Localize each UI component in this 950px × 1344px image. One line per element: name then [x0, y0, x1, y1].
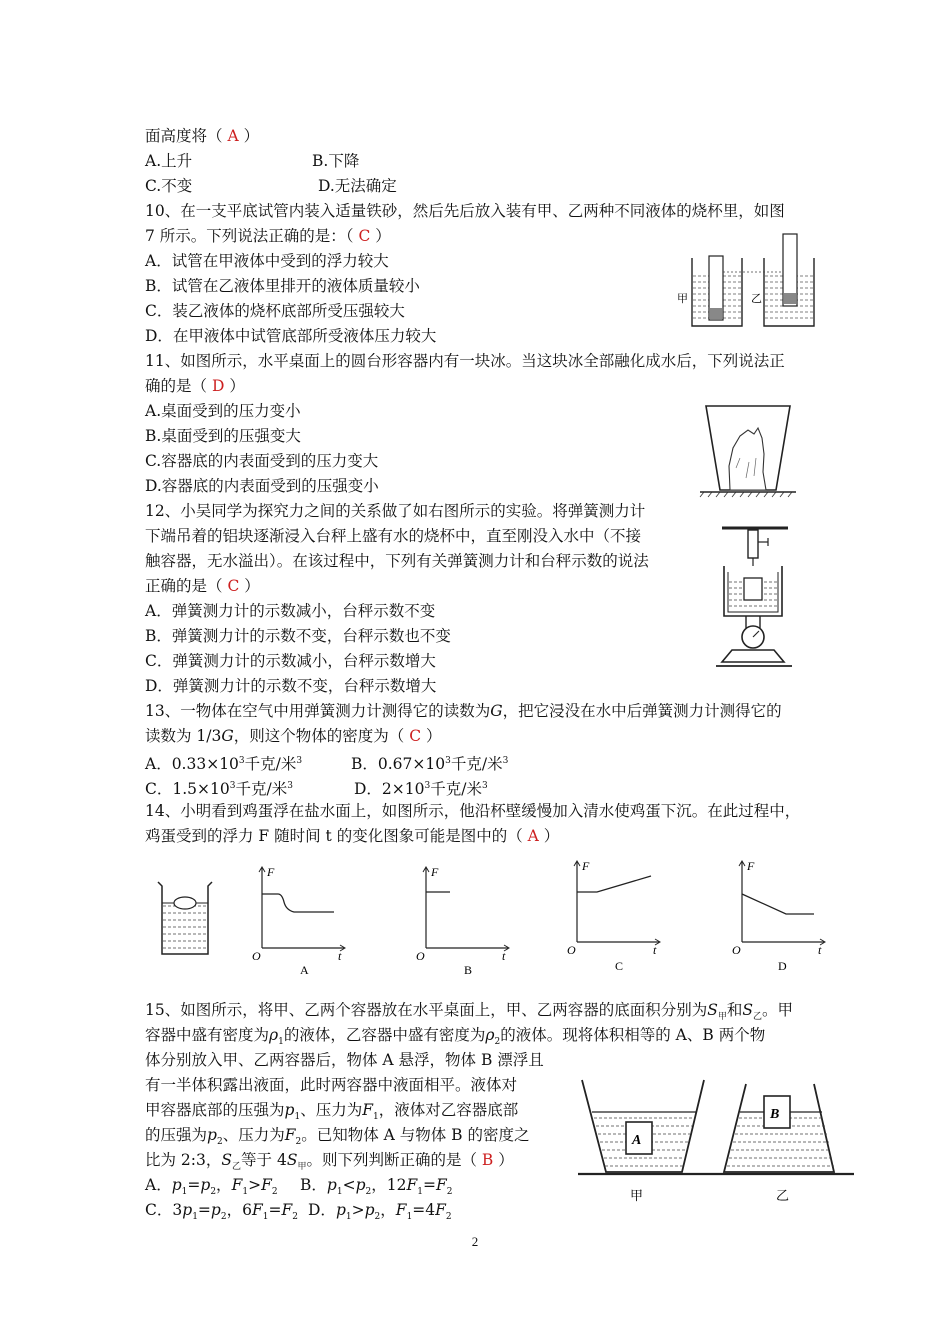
q15-option-d: D．$p_1>p_2$，$F_1=4F_2$ — [308, 1201, 452, 1223]
q14-graph-d-label: D — [778, 959, 787, 973]
q15-option-b: B．$p_1<p_2$，$12F_1=F_2$ — [300, 1176, 453, 1198]
q13-option-b: B．$0.67\times 10^3$千克/米$^3$ — [351, 755, 509, 774]
q14-graph-b-label: B — [464, 963, 473, 977]
q15-stem-line2: 容器中盛有密度为$\rho_1$的液体，乙容器中盛有密度为$\rho_2$的液体。现将体积相等的 A、B 两个物 — [145, 1026, 766, 1048]
q14-graph-a — [248, 862, 348, 980]
q14-stem-line2: 鸡蛋受到的浮力 F 随时间 t 的变化图象可能是图中的（ A ） — [145, 827, 560, 845]
q14-graph-d-x: t — [818, 943, 822, 957]
q15-object-b: B — [770, 1107, 780, 1122]
q14-answer: A — [527, 827, 539, 845]
q9-stem: 面高度将（ A ） — [145, 127, 260, 145]
q12-stem-line2: 下端吊着的铝块逐渐浸入台秤上盛有水的烧杯中，直至刚没入水中（不接 — [145, 527, 642, 545]
q15-stem-line5: 甲容器底部的压强为$p_1$、压力为$F_1$，液体对乙容器底部 — [145, 1101, 519, 1123]
q13-option-d: D．$2\times 10^3$千克/米$^3$ — [354, 780, 488, 799]
q10-stem-line2: 7 所示。下列说法正确的是：（ C ） — [145, 227, 391, 245]
q10-option-d: D．在甲液体中试管底部所受液体压力较大 — [145, 327, 437, 345]
q9-option-c: C.不变 — [145, 177, 193, 195]
q10-option-c: C．装乙液体的烧杯底部所受压强较大 — [145, 302, 405, 320]
q9-answer: A — [227, 127, 239, 145]
q10-option-b: B．试管在乙液体里排开的液体质量较小 — [145, 277, 420, 295]
q14-graph-b-origin: O — [416, 949, 425, 963]
q11-option-c: C.容器底的内表面受到的压力变大 — [145, 452, 379, 470]
q12-spring-scale-figure — [710, 520, 800, 670]
q12-stem-line1: 12、小吴同学为探究力之间的关系做了如右图所示的实验。将弹簧测力计 — [145, 502, 646, 520]
q14-graph-b-x: t — [502, 949, 506, 963]
q14-graph-b-y: F — [431, 865, 439, 879]
q15-containers-figure — [578, 1076, 856, 1206]
q14-graph-c-origin: O — [567, 943, 576, 957]
q15-stem-line1: 15、如图所示，将甲、乙两个容器放在水平桌面上，甲、乙两容器的底面积分别为$S_甲$和$S_乙$。甲 — [145, 1001, 794, 1023]
q12-option-c: C．弹簧测力计的示数减小，台秤示数增大 — [145, 652, 436, 670]
q10-option-a: A．试管在甲液体中受到的浮力较大 — [145, 252, 389, 270]
q11-option-d: D.容器底的内表面受到的压强变小 — [145, 477, 379, 495]
q11-stem-line2: 确的是（ D ） — [145, 377, 245, 395]
q10-beakers-figure — [672, 226, 828, 334]
q14-graph-d — [728, 856, 828, 974]
q10-label-yi: 乙 — [751, 293, 762, 305]
q15-option-c: C．$3p_1=p_2$，$6F_1=F_2$ — [145, 1201, 298, 1223]
q10-stem-line1: 10、在一支平底试管内装入适量铁砂，然后先后放入装有甲、乙两种不同液体的烧杯里，如图 — [145, 202, 785, 220]
q14-graph-c-label: C — [615, 959, 624, 973]
page-number: 2 — [471, 1234, 479, 1249]
q12-option-d: D．弹簧测力计的示数不变，台秤示数增大 — [145, 677, 437, 695]
q9-option-d: D.无法确定 — [318, 177, 397, 195]
q9-option-b: B.下降 — [312, 152, 360, 170]
q14-graph-c-x: t — [653, 943, 657, 957]
q14-graph-b — [412, 862, 512, 980]
q15-stem-line3: 体分别放入甲、乙两容器后，物体 A 悬浮，物体 B 漂浮且 — [145, 1051, 544, 1069]
q11-option-a: A.桌面受到的压力变小 — [145, 402, 301, 420]
q10-answer: C — [358, 227, 371, 245]
q12-option-b: B．弹簧测力计的示数不变，台秤示数也不变 — [145, 627, 451, 645]
q13-option-c: C．$1.5\times 10^3$千克/米$^3$ — [145, 780, 293, 799]
q14-graph-d-y: F — [747, 859, 755, 873]
q14-graph-a-label: A — [300, 963, 309, 977]
q13-option-a: A．$0.33\times 10^3$千克/米$^3$ — [145, 755, 303, 774]
q12-stem-line3: 触容器，无水溢出）。在该过程中，下列有关弹簧测力计和台秤示数的说法 — [145, 552, 649, 570]
q14-graph-d-origin: O — [732, 943, 741, 957]
q14-graph-a-x: t — [338, 949, 342, 963]
q15-stem-line6: 的压强为$p_2$、压力为$F_2$。已知物体 A 与物体 B 的密度之 — [145, 1126, 530, 1148]
q15-label-yi: 乙 — [776, 1188, 790, 1203]
q11-ice-container-figure — [696, 398, 800, 498]
q15-option-a: A．$p_1=p_2$，$F_1>F_2$ — [145, 1176, 278, 1198]
q14-stem-line1: 14、小明看到鸡蛋浮在盐水面上，如图所示，他沿杯壁缓慢加入清水使鸡蛋下沉。在此过程中， — [145, 802, 801, 820]
q15-stem-line7: 比为 2:3，$S_乙$等于 $4S_甲$。则下列判断正确的是（ B ） — [145, 1151, 514, 1173]
q13-stem-line1: 13、一物体在空气中用弹簧测力计测得它的读数为G，把它浸没在水中后弹簧测力计测得它的 — [145, 702, 782, 720]
q15-answer: B — [481, 1151, 494, 1169]
q14-graph-c — [563, 856, 663, 974]
q14-graph-a-origin: O — [252, 949, 261, 963]
q14-graph-c-y: F — [582, 859, 590, 873]
q14-egg-beaker-figure — [152, 872, 216, 958]
q11-answer: D — [211, 377, 225, 395]
q10-label-jia: 甲 — [677, 293, 688, 305]
q15-object-a: A — [632, 1133, 642, 1148]
q13-stem-line2: 读数为 1/3G，则这个物体的密度为（ C ） — [145, 727, 442, 745]
q15-stem-line4: 有一半体积露出液面，此时两容器中液面相平。液体对 — [145, 1076, 518, 1094]
q12-option-a: A．弹簧测力计的示数减小，台秤示数不变 — [145, 602, 436, 620]
q11-stem-line1: 11、如图所示，水平桌面上的圆台形容器内有一块冰。当这块冰全部融化成水后，下列说法正 — [145, 352, 785, 370]
q12-answer: C — [227, 577, 240, 595]
q12-stem-line4: 正确的是（ C ） — [145, 577, 260, 595]
q11-option-b: B.桌面受到的压强变大 — [145, 427, 301, 445]
q9-option-a: A.上升 — [145, 152, 193, 170]
q13-answer: C — [409, 727, 422, 745]
q15-label-jia: 甲 — [630, 1188, 644, 1203]
q14-graph-a-y: F — [267, 865, 275, 879]
